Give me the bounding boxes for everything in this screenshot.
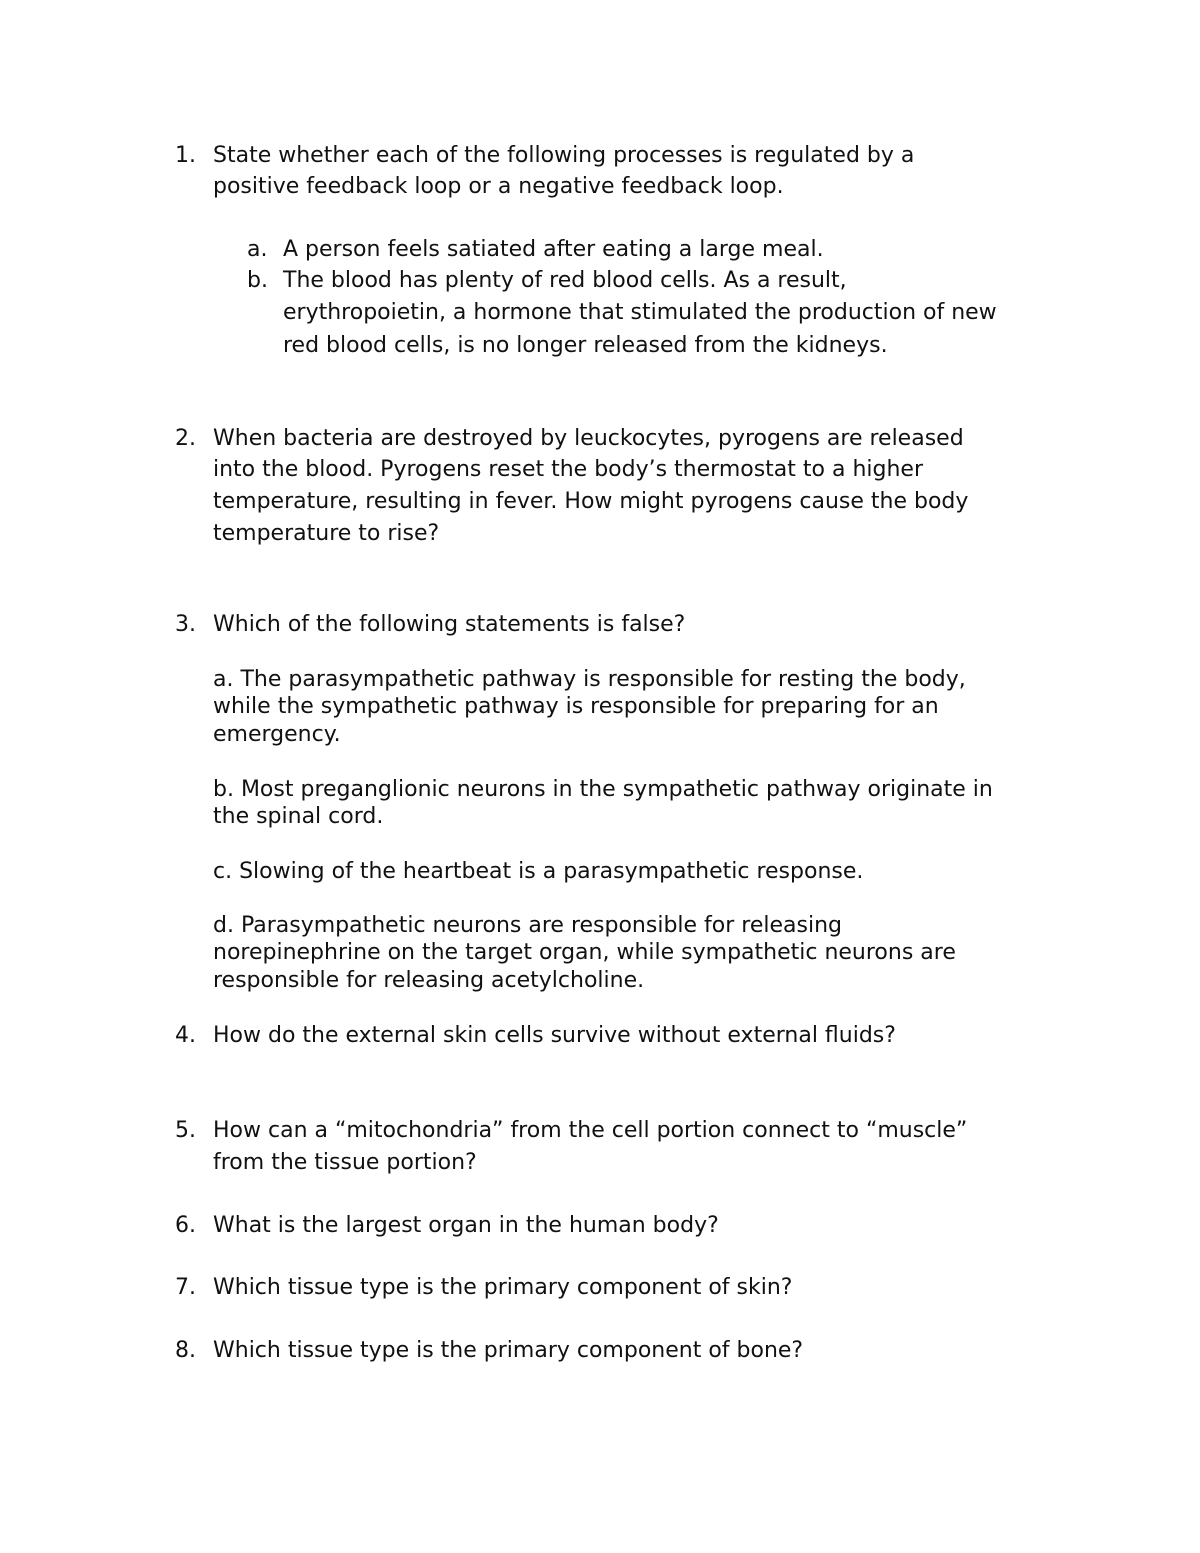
question-text: temperature to rise? — [213, 521, 440, 546]
option-text: emergency. — [213, 722, 341, 747]
question-number: 7. — [175, 1275, 196, 1300]
question-text: positive feedback loop or a negative feedback loop. — [213, 174, 784, 199]
subitem-text: A person feels satiated after eating a large meal. — [283, 237, 824, 262]
option-text: c. Slowing of the heartbeat is a parasympathetic response. — [213, 859, 864, 884]
question-text: Which tissue type is the primary component of skin? — [213, 1275, 793, 1300]
option-text: while the sympathetic pathway is responsible for preparing for an — [213, 694, 939, 719]
question-text: What is the largest organ in the human body? — [213, 1213, 719, 1238]
option-text: the spinal cord. — [213, 804, 384, 829]
option-text: b. Most preganglionic neurons in the sympathetic pathway originate in — [213, 777, 993, 802]
question-text: How do the external skin cells survive without external fluids? — [213, 1023, 896, 1048]
question-text: State whether each of the following processes is regulated by a — [213, 143, 915, 168]
subitem-label: b. — [247, 268, 268, 293]
question-number: 1. — [175, 143, 196, 168]
question-text: Which of the following statements is false? — [213, 612, 686, 637]
subitem-text: The blood has plenty of red blood cells. As a result, — [283, 268, 847, 293]
question-text: How can a “mitochondria” from the cell portion connect to “muscle” — [213, 1118, 968, 1143]
question-text: Which tissue type is the primary component of bone? — [213, 1338, 804, 1363]
subitem-label: a. — [247, 237, 268, 262]
question-number: 4. — [175, 1023, 196, 1048]
option-text: a. The parasympathetic pathway is responsible for resting the body, — [213, 667, 966, 692]
question-text: into the blood. Pyrogens reset the body’s thermostat to a higher — [213, 457, 923, 482]
subitem-text: erythropoietin, a hormone that stimulated the production of new — [283, 300, 997, 325]
question-number: 2. — [175, 426, 196, 451]
question-text: temperature, resulting in fever. How might pyrogens cause the body — [213, 489, 969, 514]
question-number: 8. — [175, 1338, 196, 1363]
question-number: 6. — [175, 1213, 196, 1238]
question-number: 3. — [175, 612, 196, 637]
option-text: norepinephrine on the target organ, while sympathetic neurons are — [213, 940, 956, 965]
question-text: When bacteria are destroyed by leuckocytes, pyrogens are released — [213, 426, 964, 451]
option-text: responsible for releasing acetylcholine. — [213, 968, 645, 993]
subitem-text: red blood cells, is no longer released from the kidneys. — [283, 333, 888, 358]
option-text: d. Parasympathetic neurons are responsible for releasing — [213, 913, 842, 938]
question-number: 5. — [175, 1118, 196, 1143]
question-text: from the tissue portion? — [213, 1150, 477, 1175]
